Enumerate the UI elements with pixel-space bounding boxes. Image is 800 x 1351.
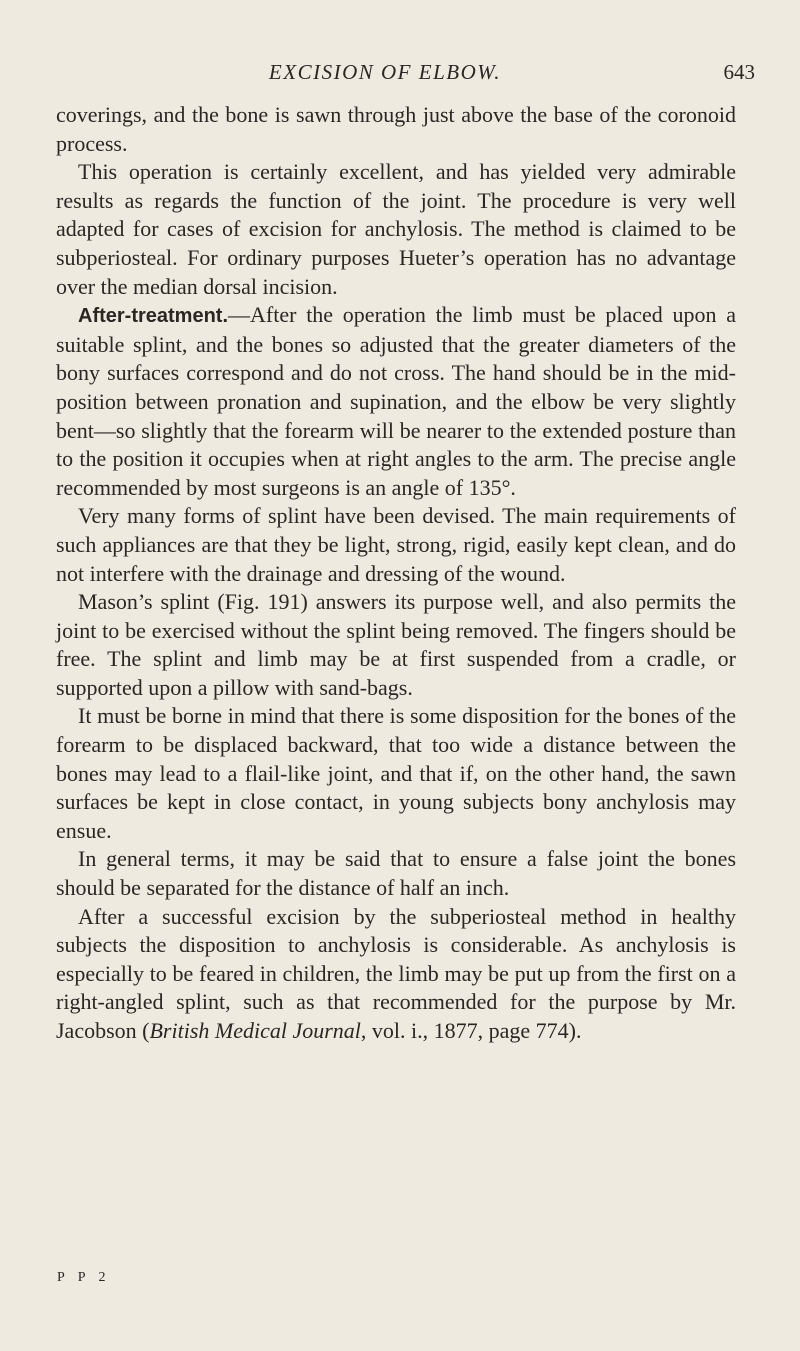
paragraph-text: This operation is certainly excellent, and has yielded very admirable results as regards the function of the joint. The procedure is very well adapted for cases of excision for anchylosis. The method is claimed to be subperiosteal. For ordinary purposes Hueter’s operation has no advantage over the median dorsal incision. xyxy=(56,159,736,299)
paragraph xyxy=(56,158,736,301)
running-head xyxy=(55,60,755,90)
paragraph-text: Very many forms of splint have been devised. The main requirements of such appliances are that they be light, strong, rigid, easily kept clean, and do not interfere with the drainage and dressing of the wound. xyxy=(56,503,736,586)
paragraph xyxy=(56,588,736,702)
paragraph-text: After a successful excision by the subperiosteal method in healthy subjects the disposition to anchylosis is considerable. As anchylosis is especially to be feared in children, the limb may be put up from the first on a right-angled splint, such as that recommended for the purpose by Mr. Jacobson ( xyxy=(56,903,736,1043)
paragraph-text: It must be borne in mind that there is some disposition for the bones of the forearm to be displaced backward, that too wide a distance between the bones may lead to a flail-like joint, and that if, on the other hand, the sawn surfaces be kept in close contact, in young subjects bony anchylosis may ensue. xyxy=(56,703,736,843)
journal-reference: British Medical Journal xyxy=(149,1018,361,1043)
paragraph-text: —After the operation the limb must be placed upon a suitable splint, and the bones so adjusted that the greater diameters of the bony surfaces correspond and do not cross. The hand should be in the mid-position between pronation and supination, and the elbow be very slightly bent—so slightly that the forearm will be nearer to the extended posture than to the position it occupies when at right angles to the arm. The precise angle recommended by most surgeons is an angle of 135°. xyxy=(56,302,736,500)
signature-mark: P P 2 xyxy=(57,1270,111,1285)
paragraph xyxy=(56,702,736,845)
running-title: EXCISION OF ELBOW. xyxy=(268,60,502,84)
body-text xyxy=(56,101,736,1046)
paragraph xyxy=(56,502,736,588)
page-number: 643 xyxy=(723,60,755,84)
paragraph-after-treatment xyxy=(56,301,736,502)
paragraph-text: coverings, and the bone is sawn through just above the base of the coronoid process. xyxy=(56,102,736,156)
paragraph xyxy=(56,845,736,902)
section-heading: After-treatment. xyxy=(78,305,229,328)
paragraph-continuation xyxy=(56,101,736,158)
paragraph-text: Mason’s splint (Fig. 191) answers its purpose well, and also permits the joint to be exercised without the splint being removed. The fingers should be free. The splint and limb may be at first suspended from a cradle, or supported upon a pillow with sand-bags. xyxy=(56,589,736,700)
paragraph xyxy=(56,903,736,1046)
paragraph-text: In general terms, it may be said that to ensure a false joint the bones should be separated for the distance of half an inch. xyxy=(56,846,736,901)
paragraph-text: , vol. i., 1877, page 774). xyxy=(360,1018,582,1043)
